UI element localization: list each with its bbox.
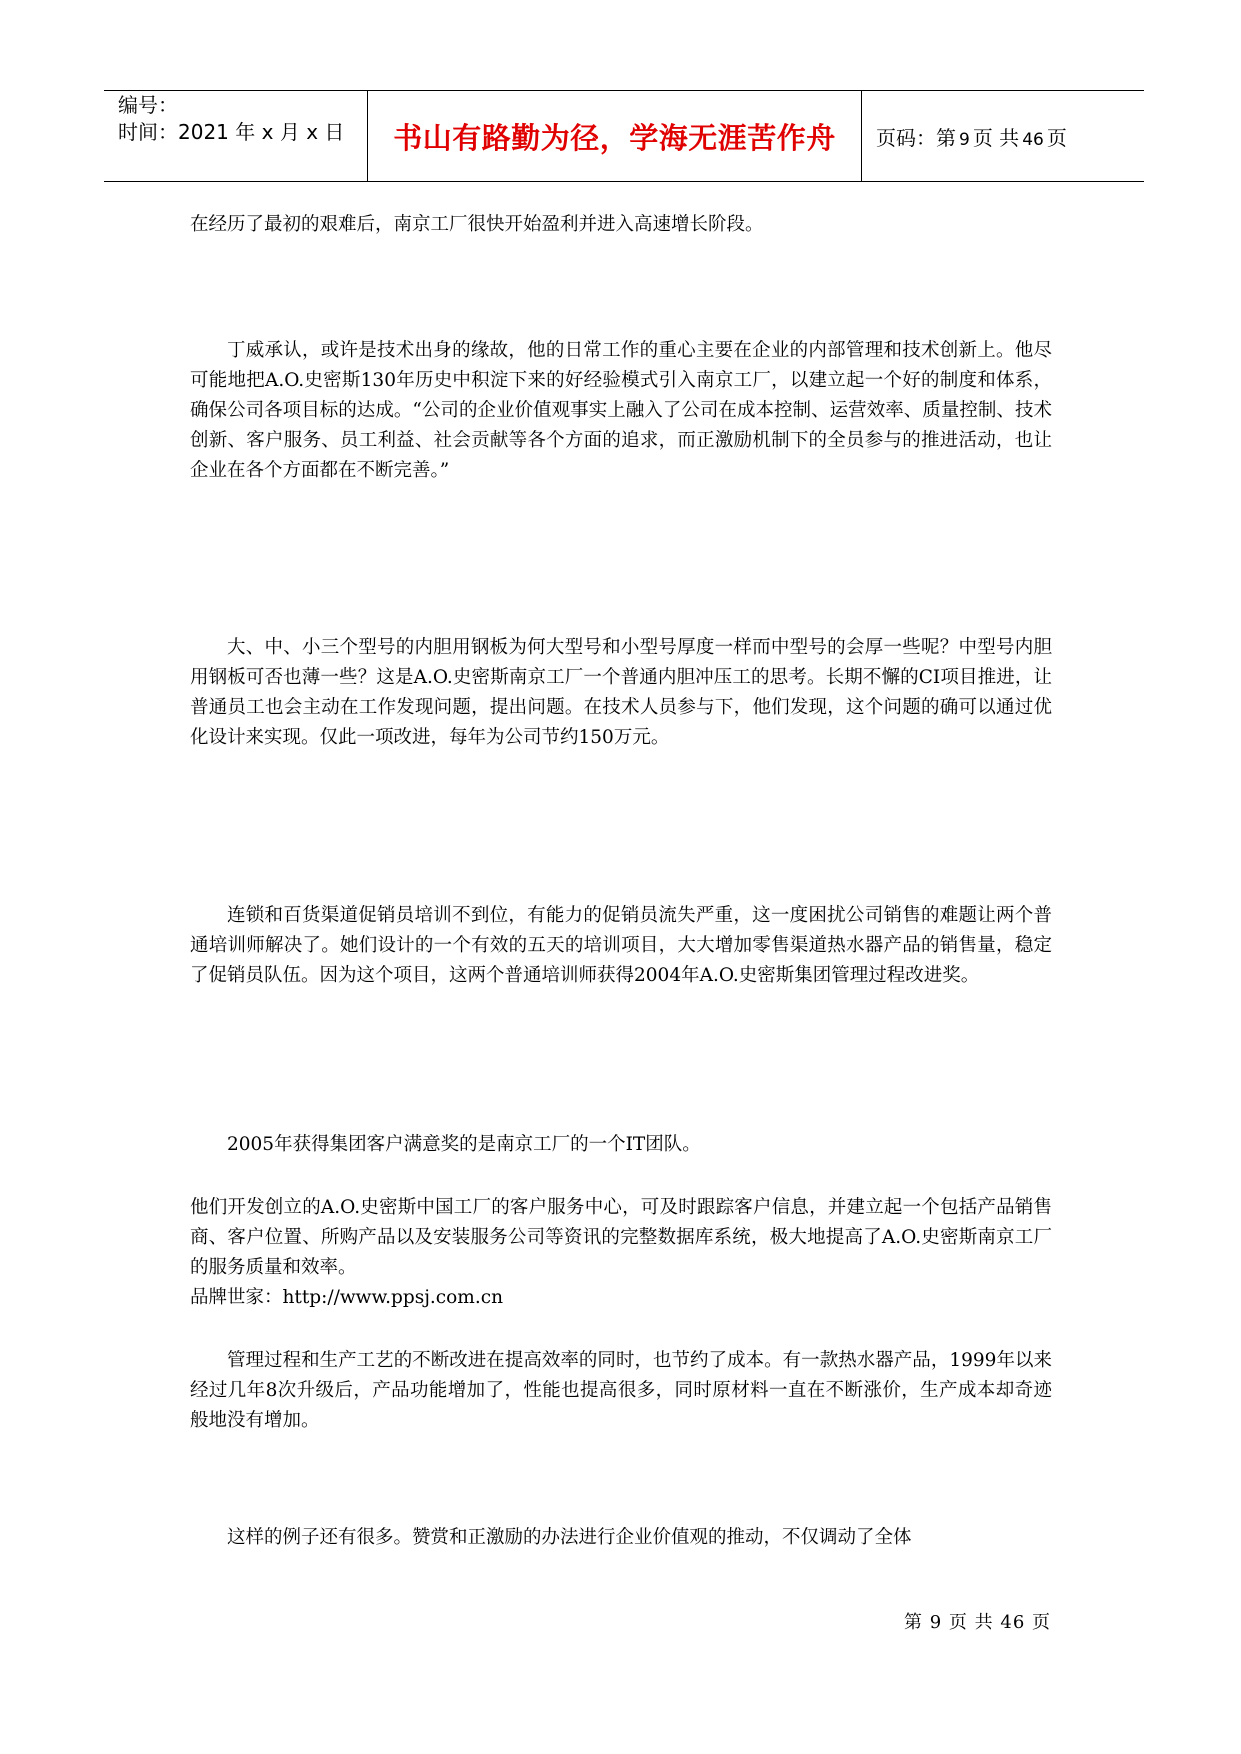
- source-link[interactable]: 品牌世家：http://www.ppsj.com.cn: [190, 1287, 504, 1308]
- page-current: 9: [959, 129, 970, 150]
- paragraph-6: 他们开发创立的A.O.史密斯中国工厂的客户服务中心，可及时跟踪客户信息，并建立起一个包括产品销售商、客户位置、所购产品以及安装服务公司等资讯的完整数据库系统，极大地提高了A.O.史密斯南京工厂的服务质量和效率。: [190, 1197, 1052, 1278]
- header-page-code: [876, 122, 1067, 151]
- time-year: 2021: [178, 120, 229, 144]
- header-motto: 书山有路勤为径，学海无涯苦作舟: [393, 120, 836, 155]
- time-month: x: [261, 120, 274, 144]
- header-meta-cell: [104, 91, 368, 181]
- time-year-unit: 年: [235, 120, 256, 144]
- serial-number-label: 编号：: [118, 93, 178, 117]
- page-footer: 第 9 页 共 46 页: [904, 1612, 1051, 1633]
- time-month-unit: 月: [279, 120, 300, 144]
- header-page-cell: [862, 91, 1144, 181]
- time-line: [118, 119, 344, 145]
- time-day-unit: 日: [324, 120, 345, 144]
- paragraph-3: 大、中、小三个型号的内胆用钢板为何大型号和小型号厚度一样而中型号的会厚一些呢？中型号内胆用钢板可否也薄一些？这是A.O.史密斯南京工厂一个普通内胆冲压工的思考。长期不懈的CI项目推进，让普通员工也会主动在工作发现问题，提出问题。在技术人员参与下，他们发现，这个问题的确可以通过优化设计来实现。仅此一项改进，每年为公司节约150万元。: [190, 637, 1052, 748]
- paragraph-7: 管理过程和生产工艺的不断改进在提高效率的同时，也节约了成本。有一款热水器产品，1999年以来经过几年8次升级后，产品功能增加了，性能也提高很多，同时原材料一直在不断涨价，生产成本却奇迹般地没有增加。: [190, 1350, 1052, 1431]
- page-total: 46: [1022, 129, 1044, 150]
- page-code-prefix: 页码：第: [876, 125, 956, 150]
- header-motto-cell: [368, 91, 862, 181]
- page-header: [104, 90, 1144, 182]
- paragraph-4: 连锁和百货渠道促销员培训不到位，有能力的促销员流失严重，这一度困扰公司销售的难题让两个普通培训师解决了。她们设计的一个有效的五天的培训项目，大大增加零售渠道热水器产品的销售量，稳定了促销员队伍。因为这个项目，这两个普通培训师获得2004年A.O.史密斯集团管理过程改进奖。: [190, 905, 1052, 986]
- paragraph-2: 丁威承认，或许是技术出身的缘故，他的日常工作的重心主要在企业的内部管理和技术创新上。他尽可能地把A.O.史密斯130年历史中积淀下来的好经验模式引入南京工厂，以建立起一个好的制度和体系，确保公司各项目标的达成。“公司的企业价值观事实上融入了公司在成本控制、运营效率、质量控制、技术创新、客户服务、员工利益、社会贡献等各个方面的追求，而正激励机制下的全员参与的推进活动，也让企业在各个方面都在不断完善。”: [190, 340, 1052, 481]
- time-day: x: [306, 120, 319, 144]
- time-prefix: 时间：: [118, 120, 178, 144]
- paragraph-1: 在经历了最初的艰难后，南京工厂很快开始盈利并进入高速增长阶段。: [190, 214, 764, 235]
- paragraph-5: 2005年获得集团客户满意奖的是南京工厂的一个IT团队。: [227, 1134, 701, 1155]
- paragraph-8: 这样的例子还有很多。赞赏和正激励的办法进行企业价值观的推动，不仅调动了全体: [227, 1527, 912, 1548]
- page-code-suffix: 页: [1046, 125, 1067, 150]
- page-code-mid: 页 共: [972, 125, 1020, 150]
